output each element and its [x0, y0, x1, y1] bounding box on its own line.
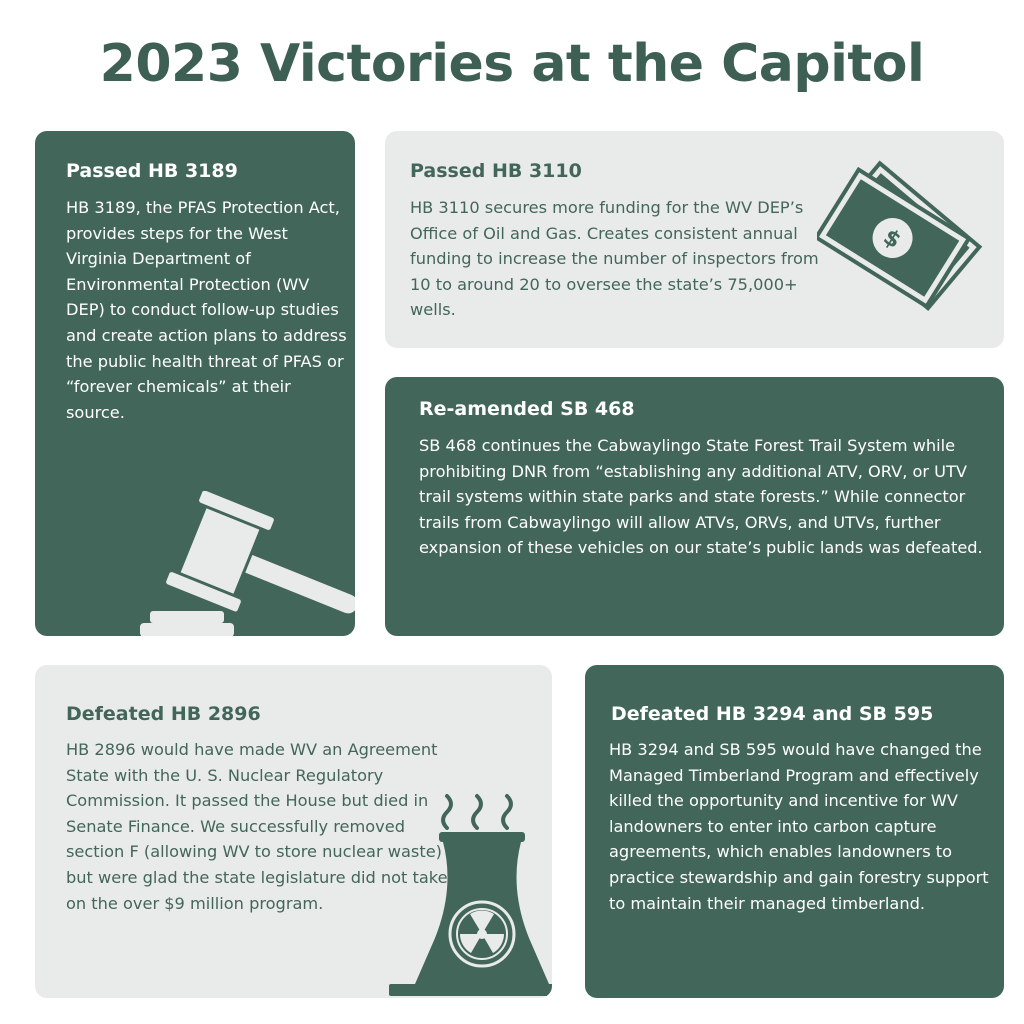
nuclear-plant-icon	[389, 788, 552, 998]
card-body: HB 2896 would have made WV an Agreement State with the U. S. Nuclear Regulatory Commission. It passed the House but died in Senate Finance. We successfully removed section F (allowing WV to store nuclear waste) but were glad the state legislature did not take on the over $9 million program.	[66, 740, 448, 913]
gavel-icon	[140, 491, 355, 636]
card-body: HB 3189, the PFAS Protection Act, provides steps for the West Virginia Department of Environmental Protection (WV DEP) to conduct follow-up studies and create action plans to address the public health threat of PFAS or “forever chemicals” at their source.	[66, 198, 347, 422]
card-heading: Passed HB 3189	[66, 160, 238, 182]
svg-text:$: $	[878, 224, 905, 254]
money-icon	[817, 153, 987, 323]
card-hb-3110	[385, 131, 1004, 348]
card-hb-3189	[35, 131, 355, 636]
card-hb-3294-sb-595	[585, 665, 1004, 998]
card-sb-468	[385, 377, 1004, 636]
card-body: SB 468 continues the Cabwaylingo State Forest Trail System while prohibiting DNR from “establishing any additional ATV, ORV, or UTV trail systems within state parks and state forests.” While connector trails from Cabwaylingo will allow ATVs, ORVs, and UTVs, further expansion of these vehicles on our state’s public lands was defeated.	[419, 436, 983, 558]
card-heading: Defeated HB 3294 and SB 595	[611, 703, 934, 725]
card-body: HB 3110 secures more funding for the WV DEP’s Office of Oil and Gas. Creates consistent annual funding to increase the number of inspectors from 10 to around 20 to oversee the state’s 75,000+ wells.	[410, 198, 819, 320]
card-heading: Defeated HB 2896	[66, 703, 261, 725]
card-body: HB 3294 and SB 595 would have changed the Managed Timberland Program and effectively killed the opportunity and incentive for WV landowners to enter into carbon capture agreements, which enables landowners to practice stewardship and gain forestry support to maintain their managed timberland.	[609, 740, 989, 913]
page-title: 2023 Victories at the Capitol	[99, 34, 925, 94]
card-heading: Passed HB 3110	[410, 160, 582, 182]
card-heading: Re-amended SB 468	[419, 398, 635, 420]
card-hb-2896	[35, 665, 552, 998]
